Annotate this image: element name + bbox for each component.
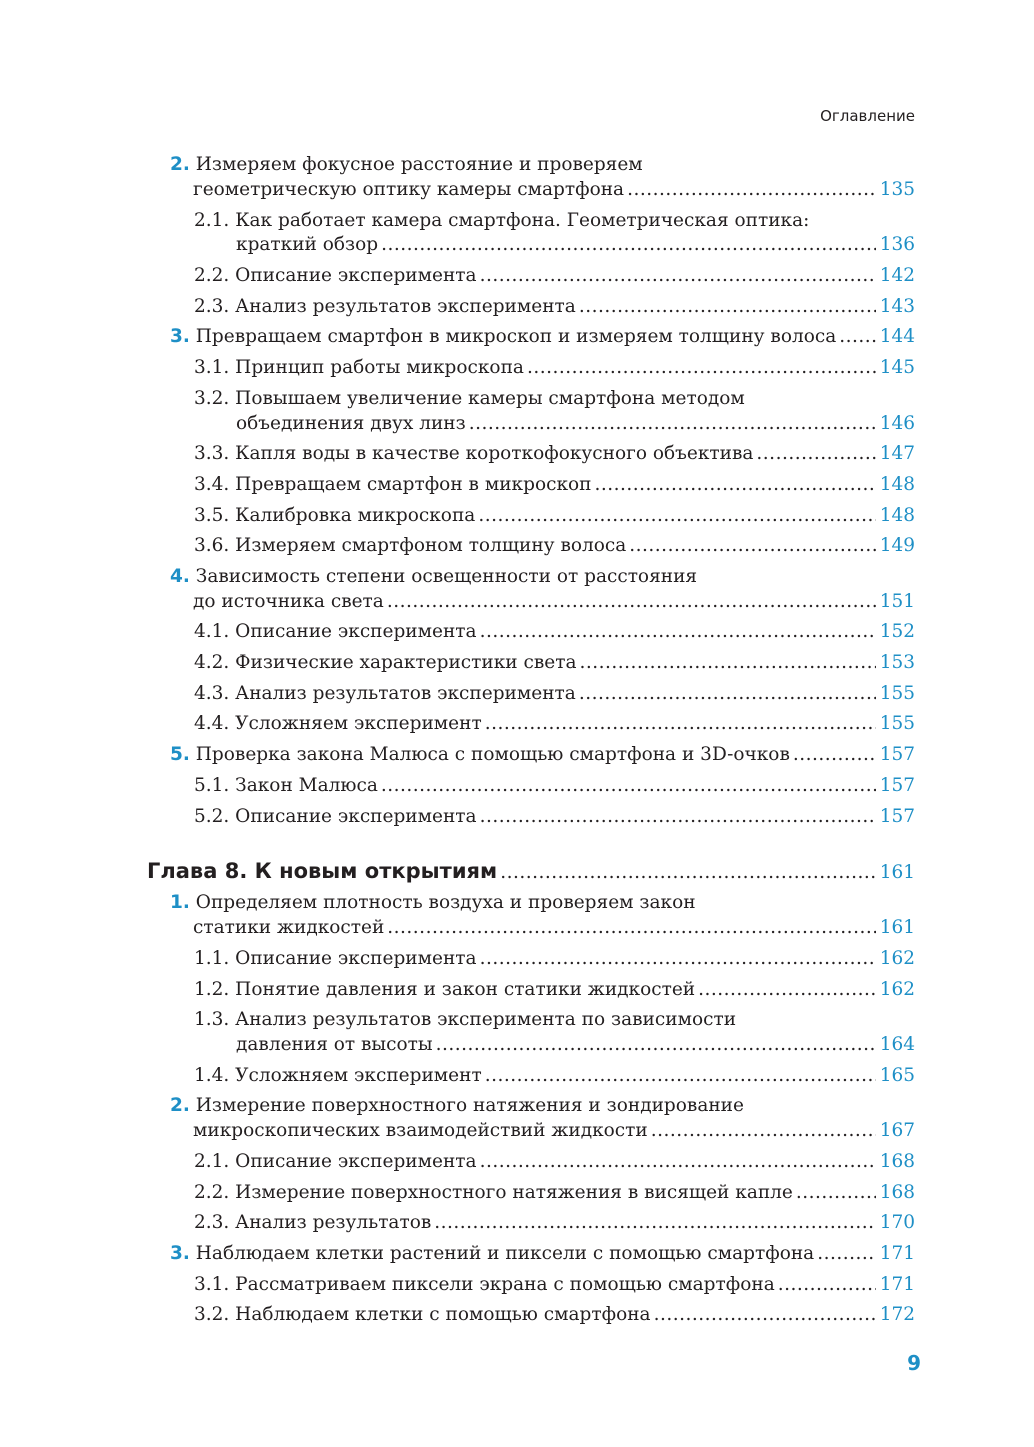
- toc-page-number[interactable]: 157: [879, 806, 915, 827]
- toc-page-number[interactable]: 171: [879, 1274, 915, 1295]
- dot-leader: [387, 916, 875, 940]
- toc-title: 4.4. Усложняем эксперимент: [194, 713, 482, 734]
- chapter-title: Глава 8. К новым открытиям: [147, 859, 498, 883]
- toc-entry-line[interactable]: [194, 534, 915, 558]
- dot-leader: [478, 504, 875, 528]
- toc-title: 2.2. Измерение поверхностного натяжения в висящей капле: [194, 1182, 793, 1203]
- toc-entry-line[interactable]: [236, 412, 915, 436]
- toc-title: 2.3. Анализ результатов: [194, 1212, 432, 1233]
- dot-leader: [480, 805, 876, 829]
- toc-entry-line[interactable]: [194, 620, 915, 644]
- toc-title: 1.4. Усложняем эксперимент: [194, 1065, 482, 1086]
- toc-entry-line[interactable]: [236, 233, 915, 257]
- toc-page-number[interactable]: 164: [879, 1034, 915, 1055]
- dot-leader: [480, 620, 876, 644]
- toc-entry-line[interactable]: [194, 1181, 915, 1205]
- dot-leader: [594, 473, 875, 497]
- dot-leader: [485, 1064, 876, 1088]
- toc-title: 5.1. Закон Малюса: [194, 775, 378, 796]
- toc-entry-line[interactable]: [236, 1033, 915, 1057]
- toc-title: 4.3. Анализ результатов эксперимента: [194, 683, 576, 704]
- dot-leader: [469, 412, 876, 436]
- toc-entry-heading: [194, 209, 809, 233]
- toc-entry-line[interactable]: [194, 1303, 915, 1327]
- toc-entry-heading[interactable]: 1.3. Анализ результатов эксперимента по зависимости: [194, 1009, 737, 1030]
- toc-title: 1.1. Описание эксперимента: [194, 948, 477, 969]
- dot-leader: [480, 1150, 876, 1174]
- toc-number: 3.: [170, 1243, 190, 1264]
- toc-page-number[interactable]: 135: [879, 179, 915, 200]
- toc-page-number[interactable]: 148: [879, 505, 915, 526]
- toc-title: 3.5. Калибровка микроскопа: [194, 505, 476, 526]
- dot-leader: [793, 743, 876, 767]
- toc-page-number[interactable]: 143: [879, 296, 915, 317]
- toc-entry-heading: [170, 1094, 744, 1118]
- toc-title: 1.2. Понятие давления и закон статики жидкостей: [194, 979, 696, 1000]
- toc-title-text: Проверка закона Малюса с помощью смартфона и 3D-очков: [195, 744, 790, 765]
- dot-leader: [579, 295, 876, 319]
- toc-title: статики жидкостей: [193, 917, 385, 938]
- dot-leader: [839, 325, 875, 349]
- toc-entry-line[interactable]: [194, 504, 915, 528]
- toc-page-number[interactable]: 142: [879, 265, 915, 286]
- toc-entry-line[interactable]: [194, 356, 915, 380]
- toc-page-number[interactable]: 172: [879, 1304, 915, 1325]
- toc-entry-line[interactable]: [194, 1064, 915, 1088]
- toc-entry-line[interactable]: [194, 1273, 915, 1297]
- dot-leader: [817, 1242, 875, 1266]
- toc-page-number[interactable]: 149: [879, 535, 915, 556]
- dot-leader: [480, 947, 876, 971]
- toc-entry-heading: [170, 565, 697, 589]
- toc-title: 3.3. Капля воды в качестве короткофокусного объектива: [194, 443, 754, 464]
- toc-title[interactable]: Определяем плотность воздуха и проверяем закон: [195, 892, 696, 913]
- toc-title: 2.3. Анализ результатов эксперимента: [194, 296, 576, 317]
- toc-title: 5.2. Описание эксперимента: [194, 806, 477, 827]
- toc-page-number[interactable]: 145: [879, 357, 915, 378]
- toc-page-number[interactable]: 136: [879, 234, 915, 255]
- toc-page-number[interactable]: 144: [879, 326, 915, 347]
- toc-entry-line[interactable]: [193, 590, 915, 614]
- toc-page-number[interactable]: 162: [879, 979, 915, 1000]
- toc-page-number[interactable]: 155: [879, 713, 915, 734]
- toc-entry-line[interactable]: [194, 712, 915, 736]
- dot-leader: [796, 1181, 876, 1205]
- toc-title: объединения двух линз: [236, 413, 466, 434]
- toc-entry-line[interactable]: [194, 295, 915, 319]
- toc-title: 3.6. Измеряем смартфоном толщину волоса: [194, 535, 627, 556]
- toc-title: до источника света: [193, 591, 384, 612]
- toc-title: [170, 325, 836, 349]
- toc-entry-heading[interactable]: 3.2. Повышаем увеличение камеры смартфона методом: [194, 388, 745, 409]
- toc-entry-line[interactable]: [170, 1242, 915, 1266]
- toc-page-number[interactable]: 155: [879, 683, 915, 704]
- toc-number: 3.: [170, 326, 190, 347]
- toc-entry-line[interactable]: [194, 1211, 915, 1235]
- toc-title-text: Превращаем смартфон в микроскоп и измеряем толщину волоса: [195, 326, 837, 347]
- toc-title: геометрическую оптику камеры смартфона: [193, 179, 625, 200]
- toc-entry-line[interactable]: [170, 743, 915, 767]
- dot-leader: [579, 682, 876, 706]
- toc-title[interactable]: Измеряем фокусное расстояние и проверяем: [195, 154, 643, 175]
- toc-title: 2.1. Описание эксперимента: [194, 1151, 477, 1172]
- dot-leader: [480, 264, 876, 288]
- toc-title: 3.1. Принцип работы микроскопа: [194, 357, 524, 378]
- toc-title: 4.1. Описание эксперимента: [194, 621, 477, 642]
- dot-leader: [434, 1211, 875, 1235]
- toc-chapter-line[interactable]: [147, 859, 915, 885]
- dot-leader: [580, 651, 876, 675]
- toc-page-number[interactable]: 152: [879, 621, 915, 642]
- toc-entry-line[interactable]: [194, 805, 915, 829]
- dot-leader: [654, 1303, 876, 1327]
- toc-entry-line[interactable]: [170, 325, 915, 349]
- toc-title: 3.4. Превращаем смартфон в микроскоп: [194, 474, 592, 495]
- toc-page-number[interactable]: 168: [879, 1182, 915, 1203]
- toc-title[interactable]: Как работает камера смартфона. Геометрическая оптика:: [235, 210, 810, 231]
- toc-number: 1.: [170, 892, 190, 913]
- toc-entry-line[interactable]: [194, 473, 915, 497]
- dot-leader: [500, 861, 876, 885]
- toc-title: [170, 743, 790, 767]
- toc-number: 2.: [170, 154, 190, 175]
- toc-page-number[interactable]: 146: [879, 413, 915, 434]
- dot-leader: [778, 1273, 876, 1297]
- toc-page-number[interactable]: 168: [879, 1151, 915, 1172]
- toc-entry-line[interactable]: [194, 682, 915, 706]
- toc-page-number[interactable]: 151: [879, 591, 915, 612]
- toc-entry-heading: [170, 153, 643, 177]
- toc-entry-line[interactable]: [193, 178, 915, 202]
- toc-entry-line[interactable]: [193, 1119, 915, 1143]
- toc-title: 3.1. Рассматриваем пиксели экрана с помощью смартфона: [194, 1274, 775, 1295]
- toc-title: 4.2. Физические характеристики света: [194, 652, 577, 673]
- toc-page-number[interactable]: 161: [879, 917, 915, 938]
- toc-title: давления от высоты: [236, 1034, 433, 1055]
- dot-leader: [387, 590, 876, 614]
- toc-page-number[interactable]: 157: [879, 775, 915, 796]
- dot-leader: [756, 442, 875, 466]
- dot-leader: [651, 1119, 876, 1143]
- page-number: 9: [907, 1351, 921, 1375]
- toc-entry-line[interactable]: [194, 442, 915, 466]
- dot-leader: [381, 233, 876, 257]
- dot-leader: [698, 978, 876, 1002]
- toc-title[interactable]: Зависимость степени освещенности от расстояния: [195, 566, 698, 587]
- toc-title: краткий обзор: [236, 234, 379, 255]
- toc-entry-line[interactable]: [194, 264, 915, 288]
- toc-page-number[interactable]: 148: [879, 474, 915, 495]
- toc-entry-line[interactable]: [193, 916, 915, 940]
- toc-entry-line[interactable]: [194, 978, 915, 1002]
- dot-leader: [381, 774, 876, 798]
- toc-number: 2.: [170, 1095, 190, 1116]
- dot-leader: [436, 1033, 876, 1057]
- toc-page-number[interactable]: 162: [879, 948, 915, 969]
- dot-leader: [485, 712, 876, 736]
- dot-leader: [629, 534, 875, 558]
- dot-leader: [627, 178, 876, 202]
- toc-page-number[interactable]: 171: [879, 1243, 915, 1264]
- dot-leader: [527, 356, 876, 380]
- toc-number: 2.1.: [194, 210, 230, 231]
- toc-title: [170, 1242, 814, 1266]
- toc-entry-line[interactable]: [194, 651, 915, 675]
- toc-entry-line[interactable]: [194, 774, 915, 798]
- toc-entry-line[interactable]: [194, 1150, 915, 1174]
- toc-title-text: Наблюдаем клетки растений и пиксели с помощью смартфона: [195, 1243, 815, 1264]
- toc-entry-heading: [170, 891, 696, 915]
- toc-entry-line[interactable]: [194, 947, 915, 971]
- toc-page-number[interactable]: 165: [879, 1065, 915, 1086]
- toc-page-number[interactable]: 167: [879, 1120, 915, 1141]
- toc-number: 5.: [170, 744, 190, 765]
- toc-page-number[interactable]: 153: [879, 652, 915, 673]
- toc-page-number[interactable]: 161: [879, 862, 915, 883]
- toc-number: 4.: [170, 566, 190, 587]
- toc-page-number[interactable]: 170: [879, 1212, 915, 1233]
- toc-page-number[interactable]: 147: [879, 443, 915, 464]
- toc-title: 2.2. Описание эксперимента: [194, 265, 477, 286]
- toc-title[interactable]: Измерение поверхностного натяжения и зондирование: [195, 1095, 744, 1116]
- toc-title: микроскопических взаимодействий жидкости: [193, 1120, 648, 1141]
- toc-title: 3.2. Наблюдаем клетки с помощью смартфона: [194, 1304, 651, 1325]
- toc-page-number[interactable]: 157: [879, 744, 915, 765]
- running-head: Оглавление: [820, 107, 915, 125]
